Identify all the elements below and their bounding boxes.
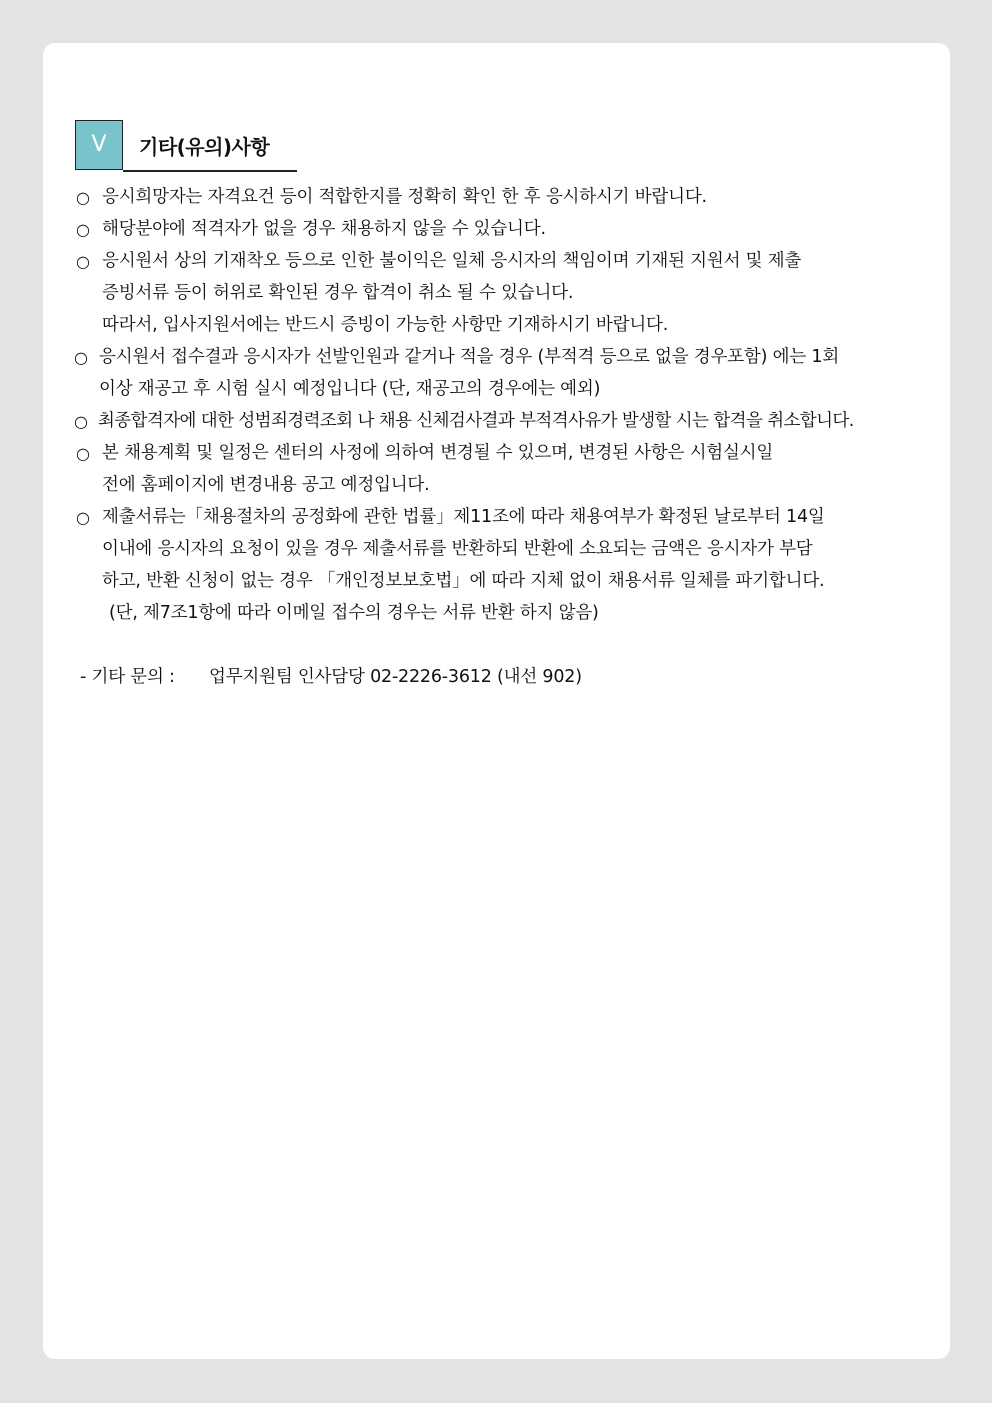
document-page	[43, 43, 950, 1359]
contact-text: 업무지원팀 인사담당 02-2226-3612 (내선 902)	[209, 667, 582, 687]
list-item-line: 따라서, 입사지원서에는 반드시 증빙이 가능한 사항만 기재하시기 바랍니다.	[102, 315, 669, 335]
bullet-icon: ○	[76, 508, 90, 527]
list-item-line: 전에 홈페이지에 변경내용 공고 예정입니다.	[102, 475, 430, 495]
bullet-icon: ○	[76, 220, 90, 239]
bullet-icon: ○	[74, 348, 88, 367]
bullet-icon: ○	[76, 444, 90, 463]
list-item-line: 최종합격자에 대한 성범죄경력조회 나 채용 신체검사결과 부적격사유가 발생할 시는 합격을 취소합니다.	[98, 411, 854, 431]
section-title-underline	[123, 170, 297, 172]
list-item-line: (단, 제7조1항에 따라 이메일 접수의 경우는 서류 반환 하지 않음)	[109, 603, 599, 623]
list-item-line: 이상 재공고 후 시험 실시 예정입니다 (단, 재공고의 경우에는 예외)	[99, 379, 601, 399]
list-item-line: 해당분야에 적격자가 없을 경우 채용하지 않을 수 있습니다.	[102, 219, 546, 239]
list-item-line: 응시희망자는 자격요건 등이 적합한지를 정확히 확인 한 후 응시하시기 바랍니다.	[102, 187, 707, 207]
list-item-line: 이내에 응시자의 요청이 있을 경우 제출서류를 반환하되 반환에 소요되는 금액은 응시자가 부담	[102, 539, 813, 559]
section-title: 기타(유의)사항	[139, 135, 270, 159]
bullet-icon: ○	[76, 252, 90, 271]
contact-prefix: - 기타 문의 :	[80, 667, 175, 687]
list-item-line: 응시원서 접수결과 응시자가 선발인원과 같거나 적을 경우 (부적격 등으로 없을 경우포함) 에는 1회	[99, 347, 840, 367]
list-item-line: 제출서류는「채용절차의 공정화에 관한 법률」제11조에 따라 채용여부가 확정된 날로부터 14일	[102, 507, 825, 527]
list-item-line: 하고, 반환 신청이 없는 경우 「개인정보보호법」에 따라 지체 없이 채용서류 일체를 파기합니다.	[102, 571, 825, 591]
section-header	[75, 120, 297, 173]
section-number-box: V	[75, 120, 123, 170]
list-item-line: 증빙서류 등이 허위로 확인된 경우 합격이 취소 될 수 있습니다.	[102, 283, 574, 303]
list-item-line: 본 채용계획 및 일정은 센터의 사정에 의하여 변경될 수 있으며, 변경된 사항은 시험실시일	[102, 443, 774, 463]
bullet-icon: ○	[76, 188, 90, 207]
list-item-line: 응시원서 상의 기재착오 등으로 인한 불이익은 일체 응시자의 책임이며 기재된 지원서 및 제출	[102, 251, 802, 271]
bullet-icon: ○	[74, 412, 88, 431]
